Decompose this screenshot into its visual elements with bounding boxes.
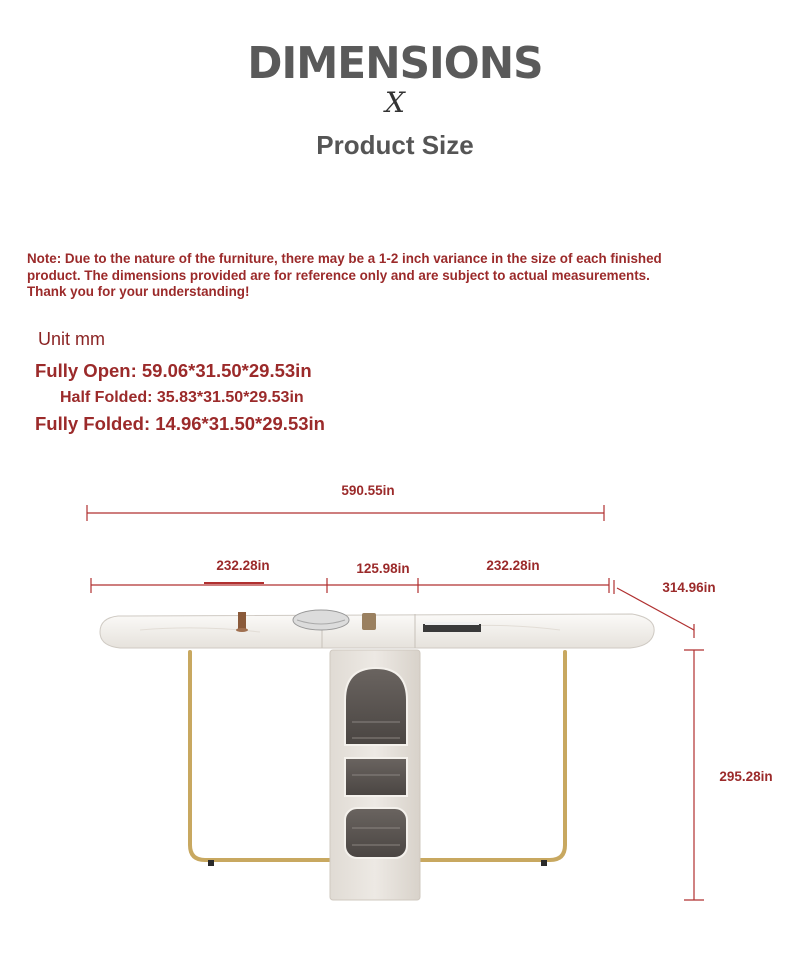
label-left-leaf: 232.28in [216, 558, 270, 573]
label-right-leaf: 232.28in [486, 558, 540, 573]
decor-figurine [238, 612, 246, 629]
spec-fully-open: Fully Open: 59.06*31.50*29.53in [35, 360, 312, 381]
note-line-1: Note: Due to the nature of the furniture, there may be a 1-2 inch variance in the size of each finished [27, 251, 662, 266]
decor-books [423, 624, 481, 632]
label-depth: 314.96in [662, 580, 716, 595]
label-center: 125.98in [356, 561, 410, 576]
segment-dimension-line [91, 578, 609, 593]
note-line-3: Thank you for your understanding! [27, 284, 250, 299]
center-cabinet [330, 650, 420, 900]
unit-label: Unit mm [38, 329, 105, 349]
note-line-2: product. The dimensions provided are for reference only and are subject to actual measurements. [27, 267, 650, 283]
table-top [100, 614, 654, 648]
page-subtitle: Product Size [316, 130, 474, 160]
label-total-length: 590.55in [341, 483, 395, 498]
total-length-dimension [87, 505, 604, 521]
leg-foot-left [208, 860, 214, 866]
label-height: 295.28in [719, 769, 773, 784]
spec-fully-folded: Fully Folded: 14.96*31.50*29.53in [35, 413, 325, 434]
leg-foot-right [541, 860, 547, 866]
spec-half-folded: Half Folded: 35.83*31.50*29.53in [60, 389, 304, 406]
height-dimension-line [684, 650, 704, 900]
decorative-x-mark: X [385, 86, 405, 119]
page-title: DIMENSIONS [247, 38, 543, 89]
decor-vase [362, 613, 376, 630]
decor-glass-bowl [293, 610, 349, 630]
